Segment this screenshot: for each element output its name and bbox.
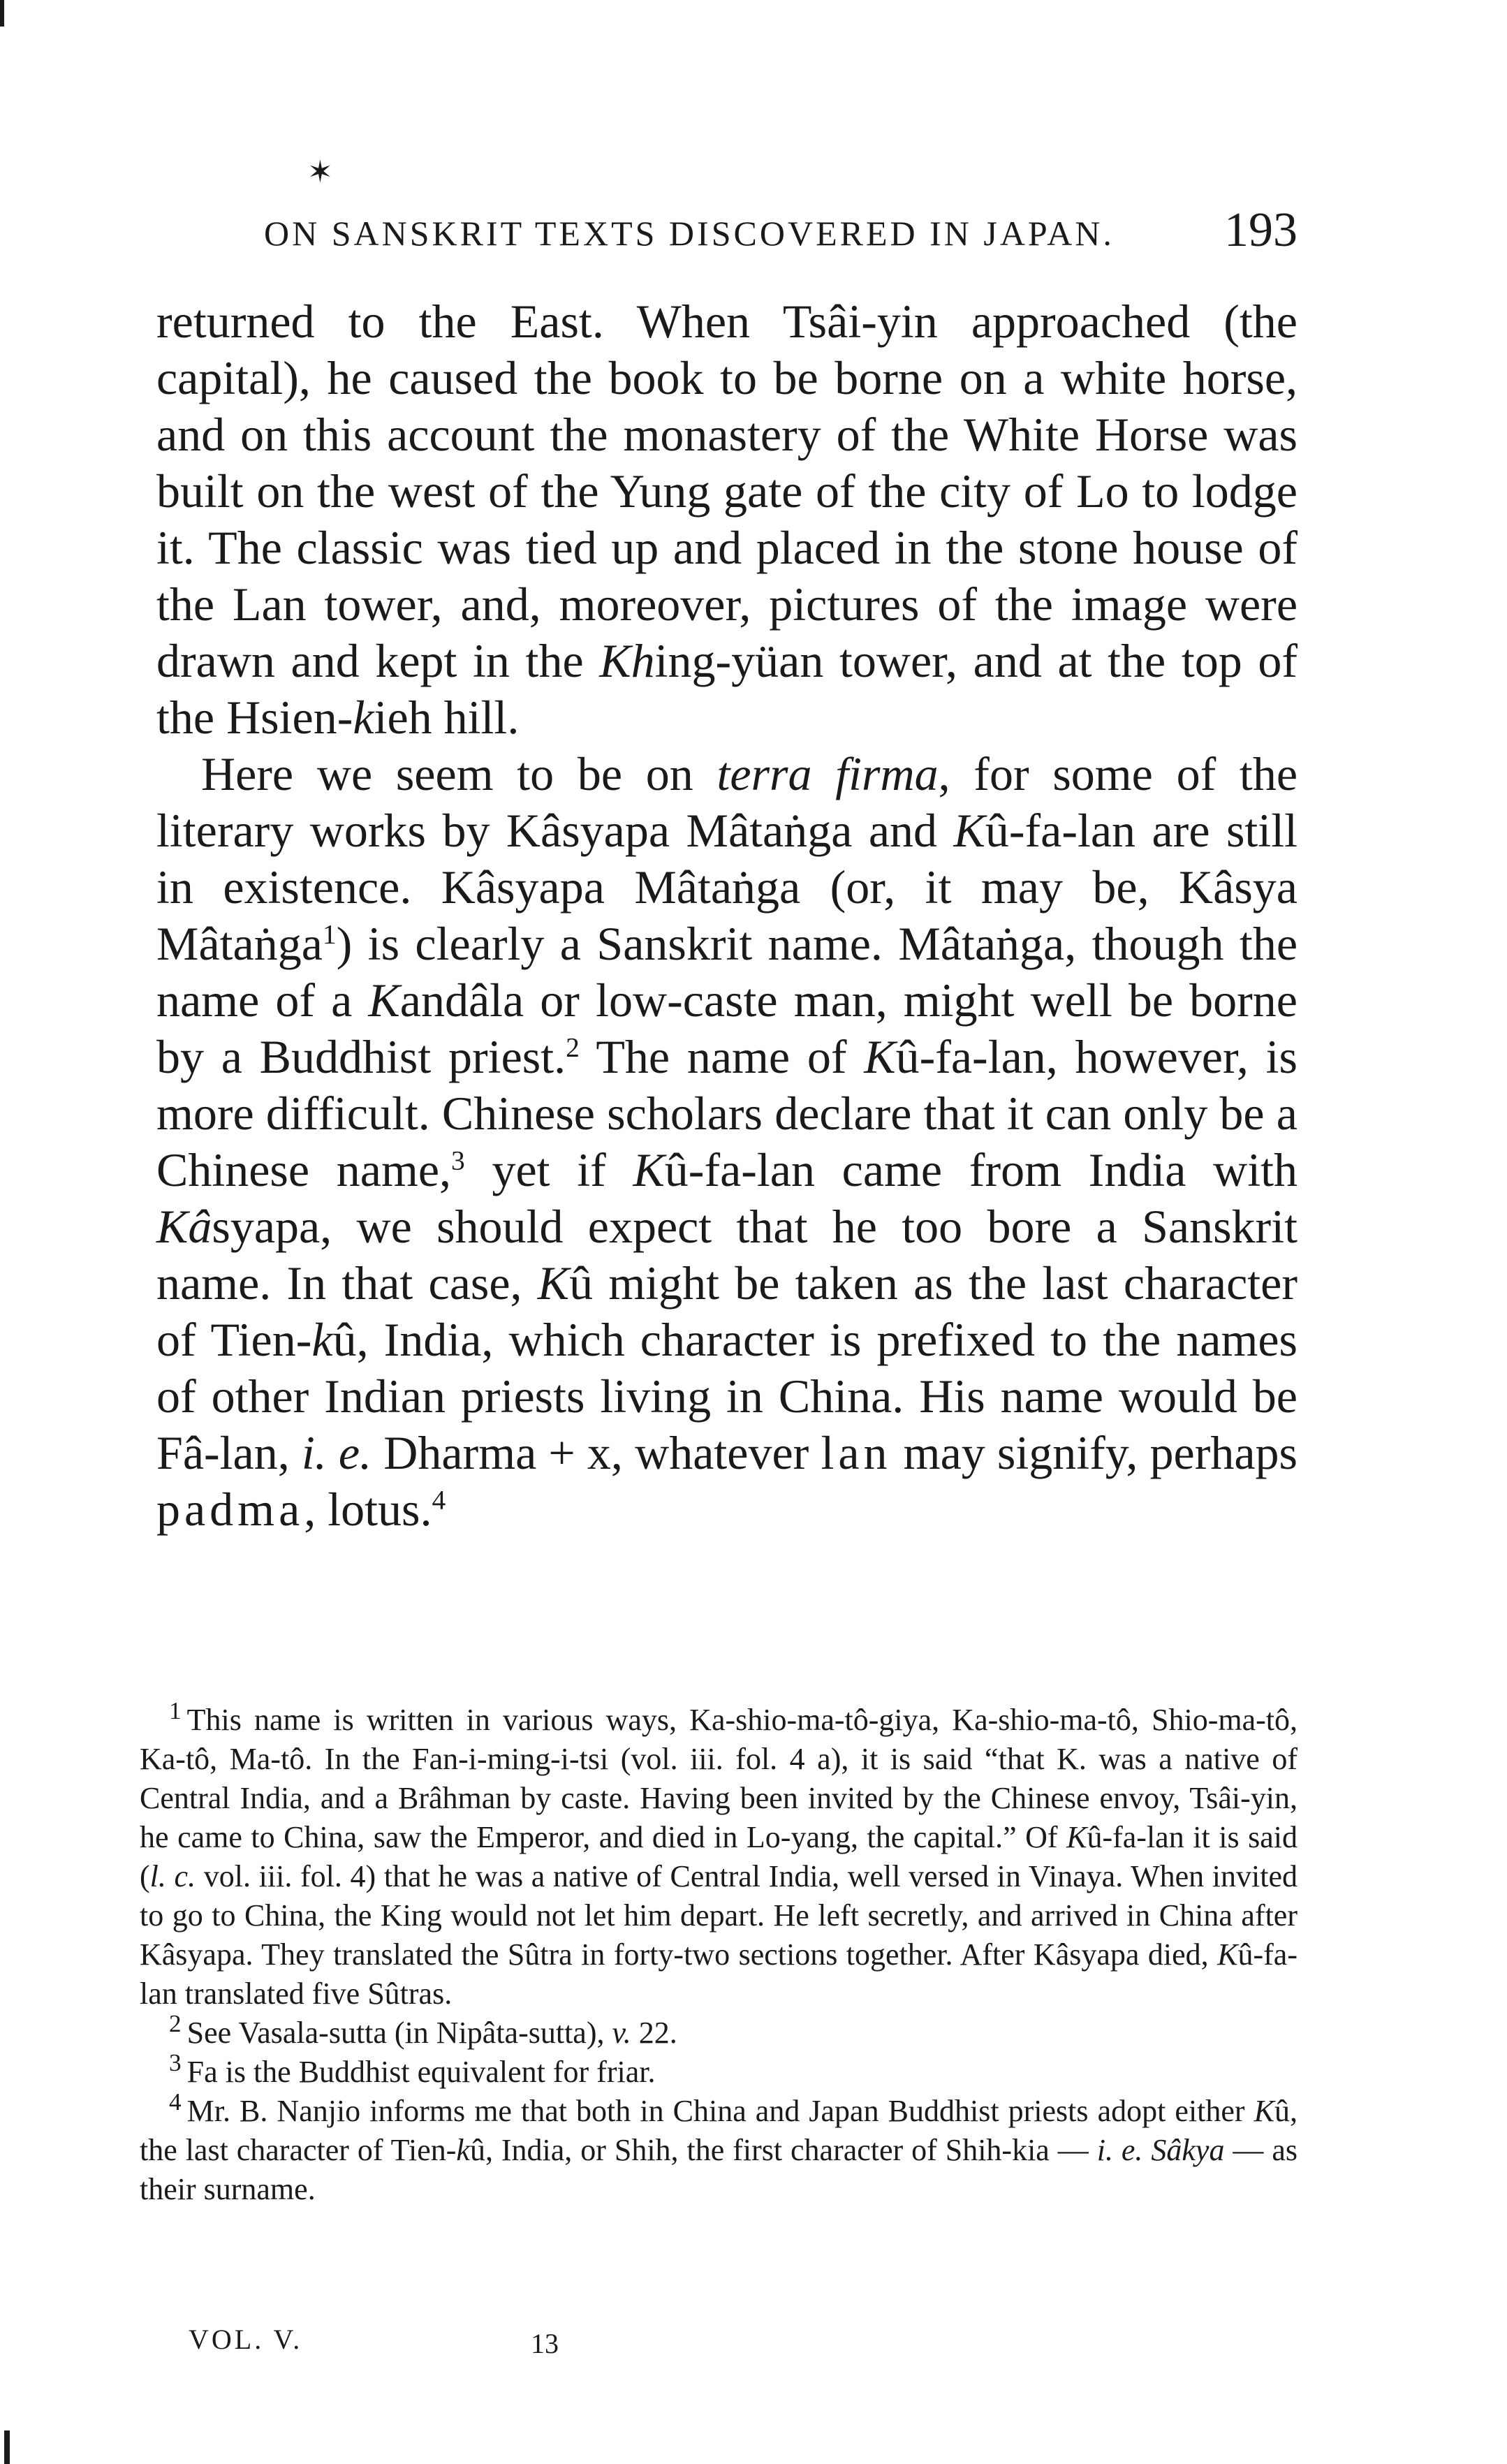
footnote-2: $^2$ See Vasala-sutta (in Nipâta-sutta), v. 22. [169,2010,677,2050]
running-title: ON SANSKRIT TEXTS DISCOVERED IN JAPAN. [264,214,1115,253]
signature-line [189,2319,677,2361]
main-text [156,293,1298,1538]
left-edge-mark-top [0,0,4,27]
ornament-icon: ✶ [307,155,333,189]
left-edge-mark-bottom [4,2430,10,2464]
page-number: 193 [1224,203,1298,257]
footnote-3: $^3$ Fa is the Buddhist equivalent for friar. [169,2049,656,2089]
footnotes [140,1697,1298,2209]
footnote-ref-2[interactable]: 2 [566,1032,580,1063]
footnote-ref-3[interactable]: 3 [451,1145,465,1176]
volume-mark: VOL. V. [189,2324,303,2355]
paragraph-2: Here we seem to be on terra firma, for some of the literary works by Kâsyapa Mâtaṅga and Kû-fa-lan are still in existence. Kâsyapa Mâtaṅga (or, it may be, Kâsya Mâtaṅga$^1$) is clearly a Sanskrit name. Mâtaṅga, though the name of a Kandâla or low-caste man, might well be borne by a Buddhist priest.$^2$ The name of Kû-fa-lan, however, is more difficult. Chinese scholars declare that it can only be a Chinese name,$^3$ yet if Kû-fa-lan came from India with Kâsyapa, we should expect that he too bore a Sanskrit name. In that case, Kû might be taken as the last character of Tien-kû, India, which character is prefixed to the names of other Indian priests living in China. His name would be Fâ-lan, i. e. Dharma + x, whatever lan may signify, perhaps padma, lotus.$^4$ [156,747,1298,1536]
running-head [264,197,1298,260]
paragraph-1: returned to the East. When Tsâi-yin approached (the capital), he caused the book to be borne on a white horse, and on this account the monastery of the White Horse was built on the west of the Yung gate of the city of Lo to lodge it. The classic was tied up and placed in the stone house of the Lan tower, and, moreover, pictures of the image were drawn and kept in the Khing-yüan tower, and at the top of the Hsien-kieh hill. [156,295,1298,744]
footnote-ref-1[interactable]: 1 [322,918,337,950]
footnote-4: $^4$ Mr. B. Nanjio informs me that both in China and Japan Buddhist priests adopt either Kû, the last character of Tien-kû, India, or Shih, the first character of Shih-kia — i. e. Sâkya — as their surname. [140,2088,1298,2206]
footnote-1: $^1$ This name is written in various ways, Ka-shio-ma-tô-giya, Ka-shio-ma-tô, Shio-ma-tô, Ka-tô, Ma-tô. In the Fan-i-ming-i-tsi (vol. iii. fol. 4 a), it is said “that K. was a native of Central India, and a Brâhman by caste. Having been invited by the Chinese envoy, Tsâi-yin, he came to China, saw the Emperor, and died in Lo-yang, the capital.” Of Kû-fa-lan it is said (l. c. vol. iii. fol. 4) that he was a native of Central India, well versed in Vinaya. When invited to go to China, the King would not let him depart. He left secretly, and arrived in China after Kâsyapa. They translated the Sûtra in forty-two sections together. After Kâsyapa died, Kû-fa-lan translated five Sûtras. [140,1697,1298,2011]
signature-number: 13 [531,2328,559,2359]
footnote-ref-4[interactable]: 4 [432,1484,446,1516]
